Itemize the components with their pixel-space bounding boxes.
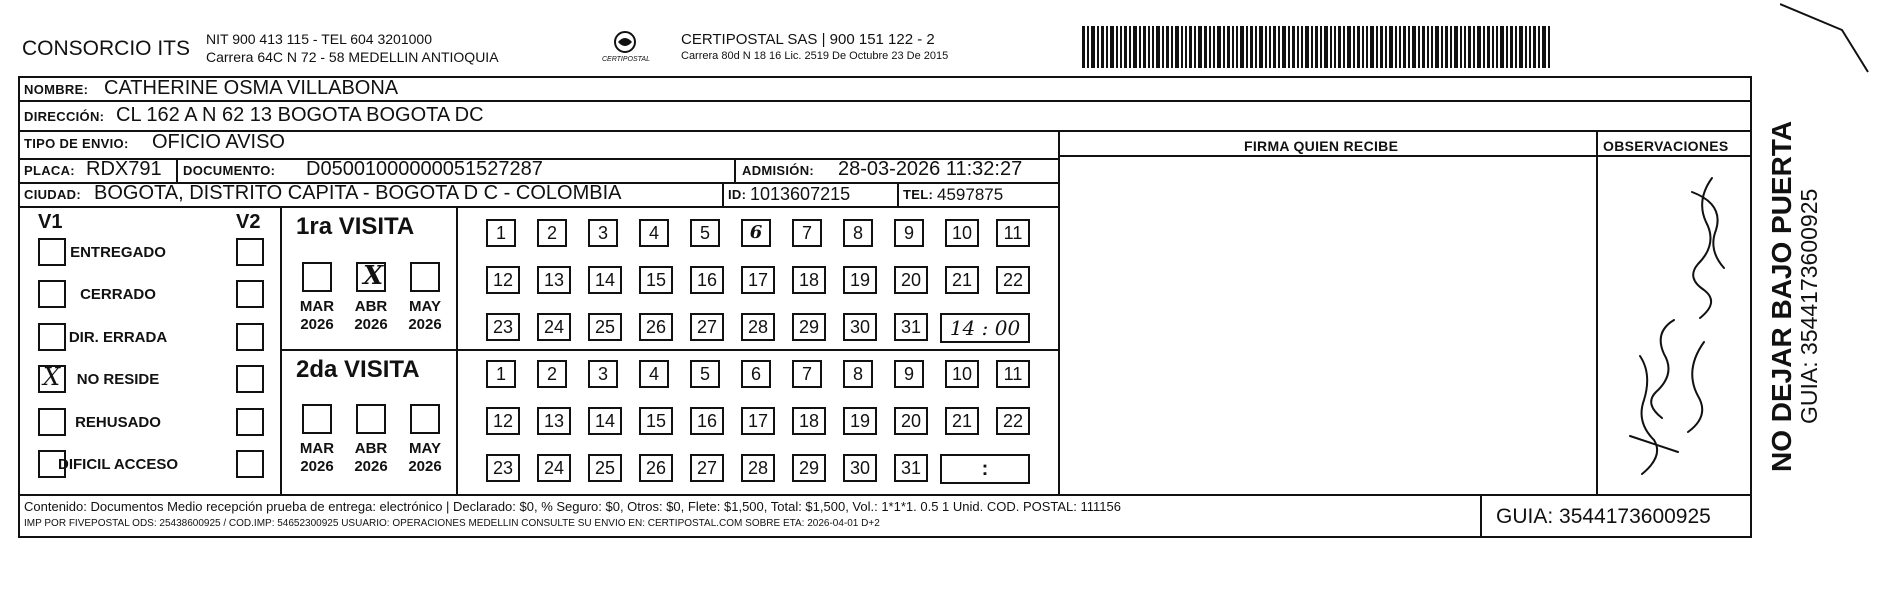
ciudad-value: BOGOTA, DISTRITO CAPITA - BOGOTA D C - COLOMBIA	[94, 182, 622, 204]
month-name: MAR	[299, 440, 335, 457]
first-visit-day[interactable]: 2	[537, 219, 567, 247]
second-visit-day[interactable]: 27	[690, 454, 724, 482]
v2-checkbox[interactable]	[236, 280, 264, 308]
second-visit-day[interactable]: 28	[741, 454, 775, 482]
second-visit-day[interactable]: 29	[792, 454, 826, 482]
second-visit-day[interactable]: 21	[945, 407, 979, 435]
tipo-envio-label: TIPO DE ENVIO:	[24, 136, 129, 151]
admision-label: ADMISIÓN:	[742, 163, 815, 178]
month-name: ABR	[354, 298, 388, 315]
col-divider	[1480, 494, 1482, 538]
first-visit-day[interactable]: 16	[690, 266, 724, 294]
col-divider	[1058, 130, 1060, 494]
first-visit-day[interactable]: 5	[690, 219, 720, 247]
second-visit-day[interactable]: 5	[690, 360, 720, 388]
first-visit-time[interactable]	[940, 313, 1030, 343]
month-name: MAY	[409, 298, 441, 315]
observaciones-header: OBSERVACIONES	[1603, 138, 1729, 154]
fold-corner-mark	[1780, 0, 1877, 80]
status-label: DIR. ERRADA	[68, 329, 168, 346]
nombre-value: CATHERINE OSMA VILLABONA	[104, 77, 399, 99]
documento-label: DOCUMENTO:	[183, 163, 276, 178]
row-divider	[18, 494, 1752, 496]
status-label: NO RESIDE	[76, 371, 160, 388]
first-visit-time-value: 14 : 00	[949, 316, 1021, 340]
v2-checkbox[interactable]	[236, 408, 264, 436]
first-visit-day[interactable]: 24	[537, 313, 571, 341]
second-visit-title: 2da VISITA	[296, 356, 420, 383]
first-visit-day[interactable]: 26	[639, 313, 673, 341]
first-month-checkbox[interactable]	[356, 262, 386, 292]
first-visit-day[interactable]: 9	[894, 219, 924, 247]
second-visit-day[interactable]: 14	[588, 407, 622, 435]
first-visit-day[interactable]: 22	[996, 266, 1030, 294]
second-visit-day[interactable]: 24	[537, 454, 571, 482]
second-visit-day[interactable]: 18	[792, 407, 826, 435]
first-visit-title: 1ra VISITA	[296, 213, 415, 240]
row-divider	[18, 100, 1752, 102]
checkbox-mark: X	[43, 363, 61, 391]
second-visit-day[interactable]: 13	[537, 407, 571, 435]
first-visit-day[interactable]: 10	[945, 219, 979, 247]
first-visit-day[interactable]: 6	[741, 219, 771, 247]
company-nit: NIT 900 413 115 - TEL 604 3201000	[206, 31, 432, 47]
first-visit-day[interactable]: 11	[996, 219, 1030, 247]
first-visit-day[interactable]: 12	[486, 266, 520, 294]
first-visit-day[interactable]: 1	[486, 219, 516, 247]
first-month-checkbox[interactable]	[302, 262, 332, 292]
first-visit-day[interactable]: 18	[792, 266, 826, 294]
second-visit-time-value: :	[981, 458, 989, 480]
second-visit-day[interactable]: 11	[996, 360, 1030, 388]
second-visit-day[interactable]: 30	[843, 454, 877, 482]
status-label: ENTREGADO	[70, 244, 166, 261]
second-month-checkbox[interactable]	[302, 404, 332, 434]
month-name: ABR	[354, 440, 388, 457]
second-visit-day[interactable]: 26	[639, 454, 673, 482]
footer-guia: GUIA: 3544173600925	[1496, 505, 1711, 528]
row-divider	[1058, 155, 1752, 157]
first-visit-day[interactable]: 3	[588, 219, 618, 247]
second-month-checkbox[interactable]	[410, 404, 440, 434]
first-visit-day[interactable]: 13	[537, 266, 571, 294]
first-visit-day[interactable]: 27	[690, 313, 724, 341]
first-visit-day[interactable]: 30	[843, 313, 877, 341]
second-visit-day[interactable]: 17	[741, 407, 775, 435]
firma-header: FIRMA QUIEN RECIBE	[1244, 138, 1399, 154]
tel-value: 4597875	[937, 185, 1004, 204]
second-visit-day[interactable]: 15	[639, 407, 673, 435]
first-visit-day[interactable]: 19	[843, 266, 877, 294]
first-visit-day[interactable]: 8	[843, 219, 873, 247]
month-name: MAY	[409, 440, 441, 457]
second-visit-day[interactable]: 22	[996, 407, 1030, 435]
first-visit-day[interactable]: 15	[639, 266, 673, 294]
col-divider	[176, 158, 178, 182]
first-visit-day[interactable]: 20	[894, 266, 928, 294]
status-label: REHUSADO	[75, 414, 161, 431]
second-visit-day[interactable]: 12	[486, 407, 520, 435]
side-guia: GUIA: 3544173600925	[1796, 188, 1822, 424]
id-value: 1013607215	[750, 184, 851, 204]
month-year: 2026	[354, 458, 388, 475]
id-label: ID:	[728, 187, 747, 202]
placa-value: RDX791	[86, 158, 162, 180]
second-visit-day[interactable]: 1	[486, 360, 516, 388]
second-visit-day[interactable]: 31	[894, 454, 928, 482]
month-year: 2026	[408, 316, 442, 333]
second-visit-day[interactable]: 25	[588, 454, 622, 482]
first-visit-day[interactable]: 29	[792, 313, 826, 341]
first-month-checkbox[interactable]	[410, 262, 440, 292]
second-visit-day[interactable]: 2	[537, 360, 567, 388]
documento-value: D05001000000051527287	[306, 158, 543, 180]
col-divider	[722, 182, 724, 206]
second-visit-day[interactable]: 6	[741, 360, 771, 388]
v2-label: V2	[236, 211, 261, 233]
placa-label: PLACA:	[24, 163, 75, 178]
month-year: 2026	[408, 458, 442, 475]
direccion-label: DIRECCIÓN:	[24, 109, 105, 124]
first-visit-day[interactable]: 7	[792, 219, 822, 247]
second-visit-day[interactable]: 7	[792, 360, 822, 388]
certipostal-line: CERTIPOSTAL SAS | 900 151 122 - 2	[681, 31, 935, 48]
first-visit-day[interactable]: 14	[588, 266, 622, 294]
v2-checkbox[interactable]	[236, 323, 264, 351]
second-visit-day[interactable]: 4	[639, 360, 669, 388]
first-visit-day[interactable]: 28	[741, 313, 775, 341]
month-year: 2026	[300, 458, 334, 475]
second-visit-day[interactable]: 10	[945, 360, 979, 388]
postal-seal-icon	[600, 28, 650, 68]
month-name: MAR	[299, 298, 335, 315]
tipo-envio-value: OFICIO AVISO	[152, 131, 285, 153]
first-visit-day[interactable]: 17	[741, 266, 775, 294]
row-divider	[280, 349, 1058, 351]
side-warning: NO DEJAR BAJO PUERTA	[1766, 120, 1797, 472]
second-visit-day[interactable]: 9	[894, 360, 924, 388]
second-visit-day[interactable]: 3	[588, 360, 618, 388]
col-divider	[897, 182, 899, 206]
col-divider	[1596, 130, 1598, 494]
v1-label: V1	[38, 211, 63, 233]
v2-checkbox[interactable]	[236, 450, 264, 478]
second-visit-time[interactable]	[940, 454, 1030, 484]
company-name: CONSORCIO ITS	[22, 37, 191, 60]
status-label: DIFICIL ACCESO	[57, 456, 178, 473]
second-visit-day[interactable]: 8	[843, 360, 873, 388]
v2-checkbox[interactable]	[236, 238, 264, 266]
checkbox-mark: X	[363, 261, 384, 291]
footer-contenido: Contenido: Documentos Medio recepción prueba de entrega: electrónico | Declarado: $0, % Seguro: $0, Otros: $0, Flete: $1,500, Total: $1,500, Vol.: 1*1*1. 0.5 1 Unid. COD. POSTAL: 111156	[24, 499, 1121, 514]
second-visit-day[interactable]: 16	[690, 407, 724, 435]
second-visit-day[interactable]: 19	[843, 407, 877, 435]
footer-imp: IMP POR FIVEPOSTAL ODS: 25438600925 / COD.IMP: 54652300925 USUARIO: OPERACIONES MEDELLIN CONSULTE SU ENVIO EN: CERTIPOSTAL.COM SOBRE ETA: 2026-04-01 D+2	[24, 518, 880, 529]
certipostal-address: Carrera 80d N 18 16 Lic. 2519 De Octubre 23 De 2015	[681, 50, 949, 62]
v2-checkbox[interactable]	[236, 365, 264, 393]
first-visit-day[interactable]: 25	[588, 313, 622, 341]
first-visit-day[interactable]: 23	[486, 313, 520, 341]
logo-text: CERTIPOSTAL	[602, 56, 650, 63]
direccion-value: CL 162 A N 62 13 BOGOTA BOGOTA DC	[116, 104, 484, 126]
second-visit-day[interactable]: 23	[486, 454, 520, 482]
tel-label: TEL:	[903, 187, 934, 202]
first-visit-day[interactable]: 31	[894, 313, 928, 341]
month-year: 2026	[354, 316, 388, 333]
month-year: 2026	[300, 316, 334, 333]
admision-value: 28-03-2026 11:32:27	[838, 158, 1023, 180]
barcode-icon	[1082, 26, 1616, 68]
row-divider	[18, 206, 1058, 208]
col-divider	[734, 158, 736, 182]
second-visit-day[interactable]: 20	[894, 407, 928, 435]
ciudad-label: CIUDAD:	[24, 187, 81, 202]
status-label: CERRADO	[80, 286, 156, 303]
nombre-label: NOMBRE:	[24, 82, 89, 97]
company-address: Carrera 64C N 72 - 58 MEDELLIN ANTIOQUIA	[206, 49, 499, 65]
handwritten-signature	[1600, 160, 1750, 492]
first-visit-day[interactable]: 21	[945, 266, 979, 294]
second-month-checkbox[interactable]	[356, 404, 386, 434]
first-visit-day[interactable]: 4	[639, 219, 669, 247]
